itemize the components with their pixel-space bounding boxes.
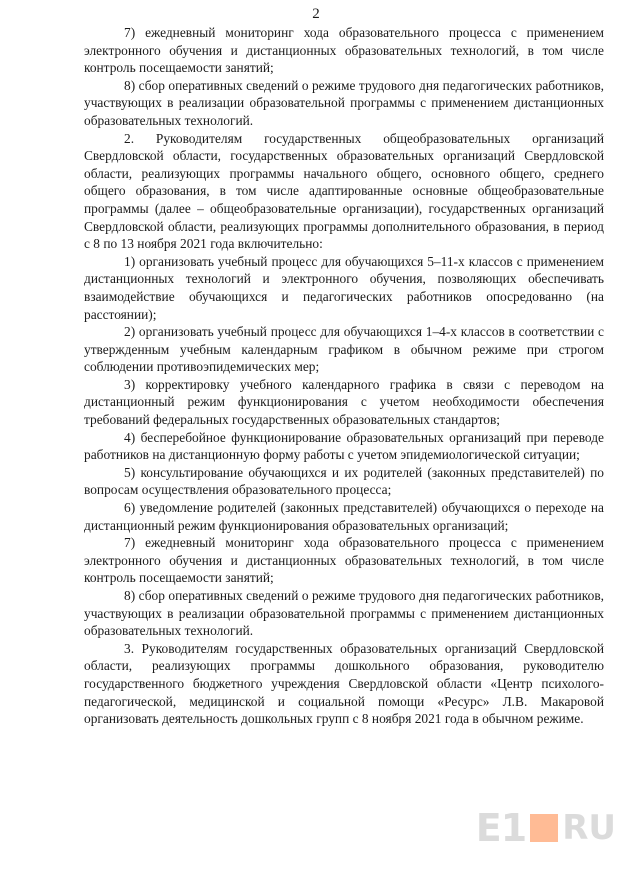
paragraph-item-2: 2) организовать учебный процесс для обучающихся 1–4-х классов в соответствии с утвержденным учебным календарным графиком в обычном режиме при строгом соблюдении противоэпидемических мер; xyxy=(84,324,604,375)
paragraph-item-8-second: 8) сбор оперативных сведений о режиме трудового дня педагогических работников, участвующих в реализации образовательной программы с применением дистанционных образовательных технологий. xyxy=(84,588,604,639)
paragraph-section-3: 3. Руководителям государственных образовательных организаций Свердловской области, реализующих программы дошкольного образования, руководителю государственного бюджетного учреждения Свердловской области «Центр психолого-педагогической, медицинской и социальной помощи «Ресурс» Л.В. Макаровой организовать деятельность дошкольных групп с 8 ноября 2021 года в обычном режиме. xyxy=(84,640,604,727)
paragraph-item-8-first: 8) сбор оперативных сведений о режиме трудового дня педагогических работников, участвующих в реализации образовательной программы с применением дистанционных образовательных технологий. xyxy=(84,77,604,128)
page-number: 2 xyxy=(312,6,320,22)
paragraph-item-5: 5) консультирование обучающихся и их родителей (законных представителей) по вопросам осуществления образовательного процесса; xyxy=(84,464,604,498)
e1-watermark-logo xyxy=(476,806,616,850)
watermark-e1-text: E1 xyxy=(475,806,527,850)
paragraph-item-7-first: 7) ежедневный мониторинг хода образовательного процесса с применением электронного обучения и дистанционных образовательных технологий, в том числе контроль посещаемости занятий; xyxy=(84,25,604,76)
paragraph-section-2: 2. Руководителям государственных общеобразовательных организаций Свердловской области, государственных образовательных организаций Свердловской области, реализующих программы начального общего, основного общего, среднего общего образования, в том числе адаптированные основные общеобразовательные программы (далее – общеобразовательные организации), государственных организаций Свердловской области, реализующих программы дополнительного образования, в период с 8 по 13 ноября 2021 года включительно: xyxy=(84,130,604,252)
paragraph-item-7-second: 7) ежедневный мониторинг хода образовательного процесса с применением электронного обучения и дистанционных образовательных технологий, в том числе контроль посещаемости занятий; xyxy=(84,535,604,586)
document-body xyxy=(84,24,604,728)
paragraph-item-1: 1) организовать учебный процесс для обучающихся 5–11-х классов с применением дистанционных технологий и электронного обучения, позволяющих обеспечивать взаимодействие обучающихся и педагогических работников опосредованно (на расстоянии); xyxy=(84,253,604,322)
paragraph-item-3: 3) корректировку учебного календарного графика в связи с переводом на дистанционный режим функционирования с учетом необходимости обеспечения требований федеральных государственных образовательных стандартов; xyxy=(84,376,604,428)
paragraph-item-6: 6) уведомление родителей (законных представителей) обучающихся о переходе на дистанционный режим функционирования образовательных организаций; xyxy=(84,500,604,533)
watermark-square-icon xyxy=(530,814,558,842)
watermark-ru-text: RU xyxy=(562,808,616,848)
paragraph-item-4: 4) бесперебойное функционирование образовательных организаций при переводе работников на дистанционную форму работы с учетом эпидемиологической ситуации; xyxy=(84,429,604,463)
